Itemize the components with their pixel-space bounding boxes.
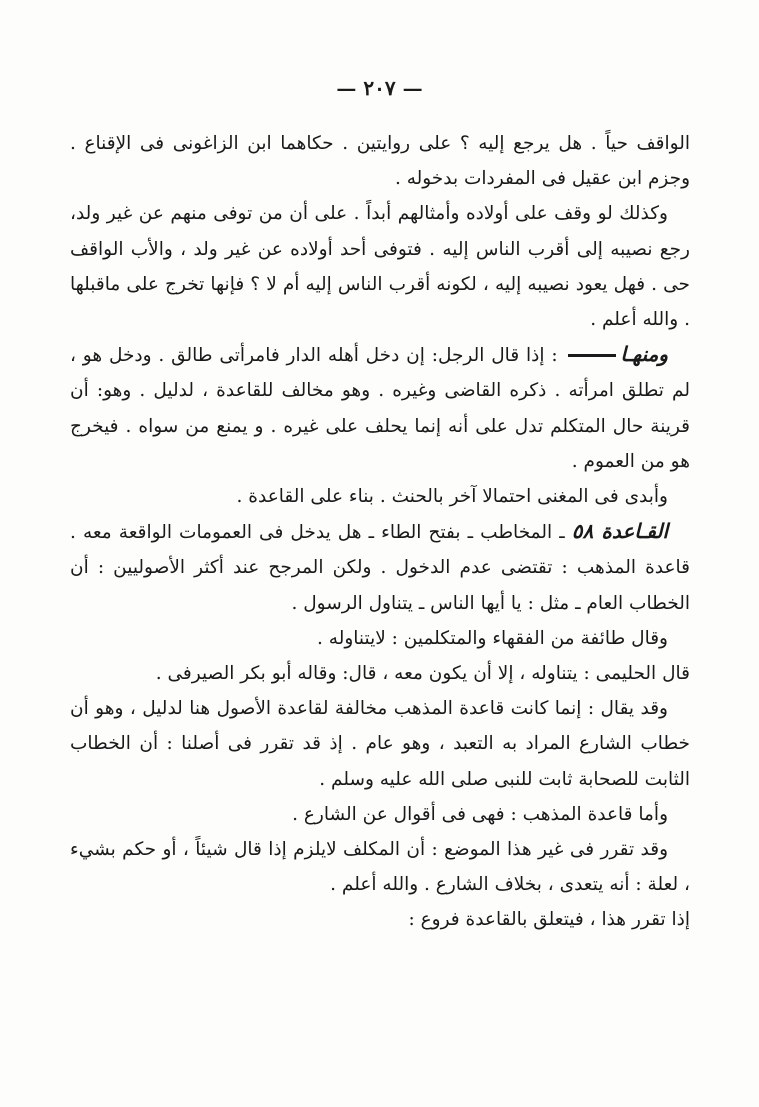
paragraph xyxy=(70,832,690,902)
paragraph xyxy=(70,126,690,196)
rule-heading: القـاعدة ٥٨ xyxy=(571,519,669,544)
paragraph-text: وأما قاعدة المذهب : فهى فى أقوال عن الشارع . xyxy=(292,803,668,825)
paragraph-text: إذا تقرر هذا ، فيتعلق بالقاعدة فروع : xyxy=(408,909,690,931)
paragraph xyxy=(70,902,690,937)
paragraph-text: وقد يقال : إنما كانت قاعدة المذهب مخالفة لقاعدة الأصول هنا لدليل ، وهو أن خطاب الشارع المراد به التعبد ، وهو عام . إذ قد تقرر فى أصلنا : أن الخطاب الثابت للصحابة ثابت للنبى صلى الله عليه وسلم . xyxy=(70,698,690,790)
paragraph-text: الواقف حياً . هل يرجع إليه ؟ على روايتين . حكاهما ابن الزاغونى فى الإقناع . وجزم ابن عقيل فى المفردات بدخوله . xyxy=(70,133,690,190)
paragraph xyxy=(70,691,690,797)
body-text xyxy=(70,126,690,938)
page-number: — ٢٠٧ — xyxy=(336,76,423,100)
paragraph xyxy=(70,196,690,337)
paragraph-text: وكذلك لو وقف على أولاده وأمثالهم أبداً . على أن من توفى منهم عن غير ولد، رجع نصيبه إلى أقرب الناس إليه . فتوفى أحد أولاده عن غير ولد ، والأب الواقف حى . فهل يعود نصيبه إليه ، لكونه أقرب الناس إليه أم لا ؟ فإنها تخرج على ماقبلها . والله أعلم . xyxy=(70,203,690,331)
paragraph-text: ـ المخاطب ـ بفتح الطاء ـ هل يدخل فى العمومات الواقعة معه . قاعدة المذهب : تقتضى عدم الدخول . ولكن المرجح عند أكثر الأصوليين : أن الخطاب العام ـ مثل : يا أيها الناس ـ يتناول الرسول . xyxy=(70,522,690,614)
paragraph-text: وقد تقرر فى غير هذا الموضع : أن المكلف لايلزم إذا قال شيئاً ، أو حكم بشيء ، لعلة : أنه يتعدى ، بخلاف الشارع . والله أعلم . xyxy=(70,839,690,896)
paragraph-lead: ومنهـا xyxy=(564,342,668,366)
paragraph-text: وأبدى فى المغنى احتمالا آخر بالحنث . بناء على القاعدة . xyxy=(236,486,668,508)
paragraph xyxy=(70,514,690,621)
paragraph xyxy=(70,621,690,656)
paragraph xyxy=(70,797,690,832)
paragraph-text: وقال طائفة من الفقهاء والمتكلمين : لايتناوله . xyxy=(317,627,668,649)
paragraph xyxy=(70,479,690,514)
paragraph xyxy=(70,337,690,479)
paragraph-text: قال الحليمى : يتناوله ، إلا أن يكون معه ، قال: وقاله أبو بكر الصيرفى . xyxy=(155,663,690,685)
paragraph xyxy=(70,656,690,691)
paragraph-text: : إذا قال الرجل: إن دخل أهله الدار فامرأتى طالق . ودخل هو ، لم تطلق امرأته . ذكره القاضى وغيره . وهو مخالف للقاعدة ، لدليل . وهو: أن قرينة حال المتكلم تدل على أنه إنما يحلف على غيره . و يمنع من سواه . فيخرج هو من العموم . xyxy=(70,345,690,472)
